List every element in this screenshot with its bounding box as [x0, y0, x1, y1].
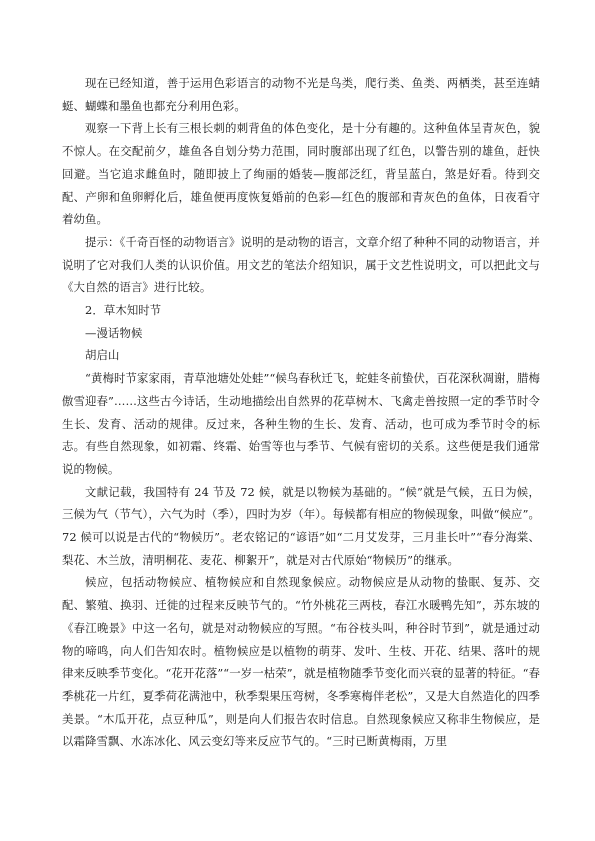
- paragraph-color-language: 现在已经知道，善于运用色彩语言的动物不光是鸟类，爬行类、鱼类、两栖类，甚至连蜻蜓、蝴蝶和墨鱼也都充分利用色彩。: [62, 76, 540, 113]
- paragraph-phenology-types: 候应，包括动物候应、植物候应和自然现象候应。动物候应是从动物的蛰眠、复苏、交配、繁殖、换羽、迁徙的过程来反映节气的。“竹外桃花三两枝，春江水暖鸭先知”，苏东坡的《春江晚景》中这一名句，就是对动物候应的写照。“布谷枝头叫，种谷时节到”，就是通过动物的啼鸣，向人们告知农时。植物候应是以植物的萌芽、发叶、生枝、开花、结果、落叶的规律来反映季节变化。“花开花落”“一岁一枯荣”，就是植物随季节变化而兴衰的显著的特征。“春季桃花一片红，夏季荷花满池中，秋季梨果压弯树，冬季寒梅伴老松”，又是大自然造化的四季美景。“木瓜开花，点豆种瓜”，则是向人们报告农时信息。自然现象候应又称非生物候应，是以霜降雪飘、水冻冰化、风云变幻等来反应节气的。“三时已断黄梅雨，万里: [62, 575, 540, 749]
- author-name: 胡启山: [85, 348, 120, 363]
- section-heading: 2．草木知时节: [85, 303, 162, 318]
- paragraph-solar-terms: 文献记载，我国特有 24 节及 72 候，就是以物候为基础的。“候”就是气候，五日为候，三候为气（节气），六气为时（季），四时为岁（年）。每候都有相应的物候现象，叫做“候应”。72 候可以说是古代的“物候历”。老农铭记的“谚语”如“二月艾发芽，三月韭长叶”“春分海棠、梨花、木兰放，清明桐花、麦花、柳絮开”，就是对古代原始“物候历”的继承。: [62, 484, 540, 567]
- paragraph-tip: 提示：《千奇百怪的动物语言》说明的是动物的语言，文章介绍了种种不同的动物语言，并说明了它对我们人类的认识价值。用文艺的笔法介绍知识，属于文艺性说明文，可以把此文与《大自然的语言》进行比较。: [62, 234, 540, 295]
- section-subtitle: —漫话物候: [85, 325, 143, 340]
- document-page: [62, 72, 540, 753]
- paragraph-stickleback: 观察一下背上长有三根长刺的刺背鱼的体色变化，是十分有趣的。这种鱼体呈青灰色，貌不惊人。在交配前夕，雄鱼各自划分势力范围，同时腹部出现了红色，以警告别的雄鱼，赶快回避。当它追求雌鱼时，随即披上了绚丽的婚装—腹部泛红，背呈蓝白，煞是好看。待到交配、产卵和鱼卵孵化后，雄鱼便再度恢复婚前的色彩—红色的腹部和青灰色的鱼体，日夜看守着幼鱼。: [62, 121, 540, 227]
- paragraph-phenology-intro: “黄梅时节家家雨，青草池塘处处蛙”“候鸟春秋迁飞，蛇蛙冬前蛰伏，百花深秋凋谢，腊梅傲雪迎春”……这些古今诗话，生动地描绘出自然界的花草树木、飞禽走兽按照一定的季节时令生长、发育、活动的规律。反过来，各种生物的生长、发育、活动，也可成为季节时令的标志。有些自然现象，如初霜、终霜、始雪等也与季节、气候有密切的关系。这些便是我们通常说的物候。: [62, 371, 540, 476]
